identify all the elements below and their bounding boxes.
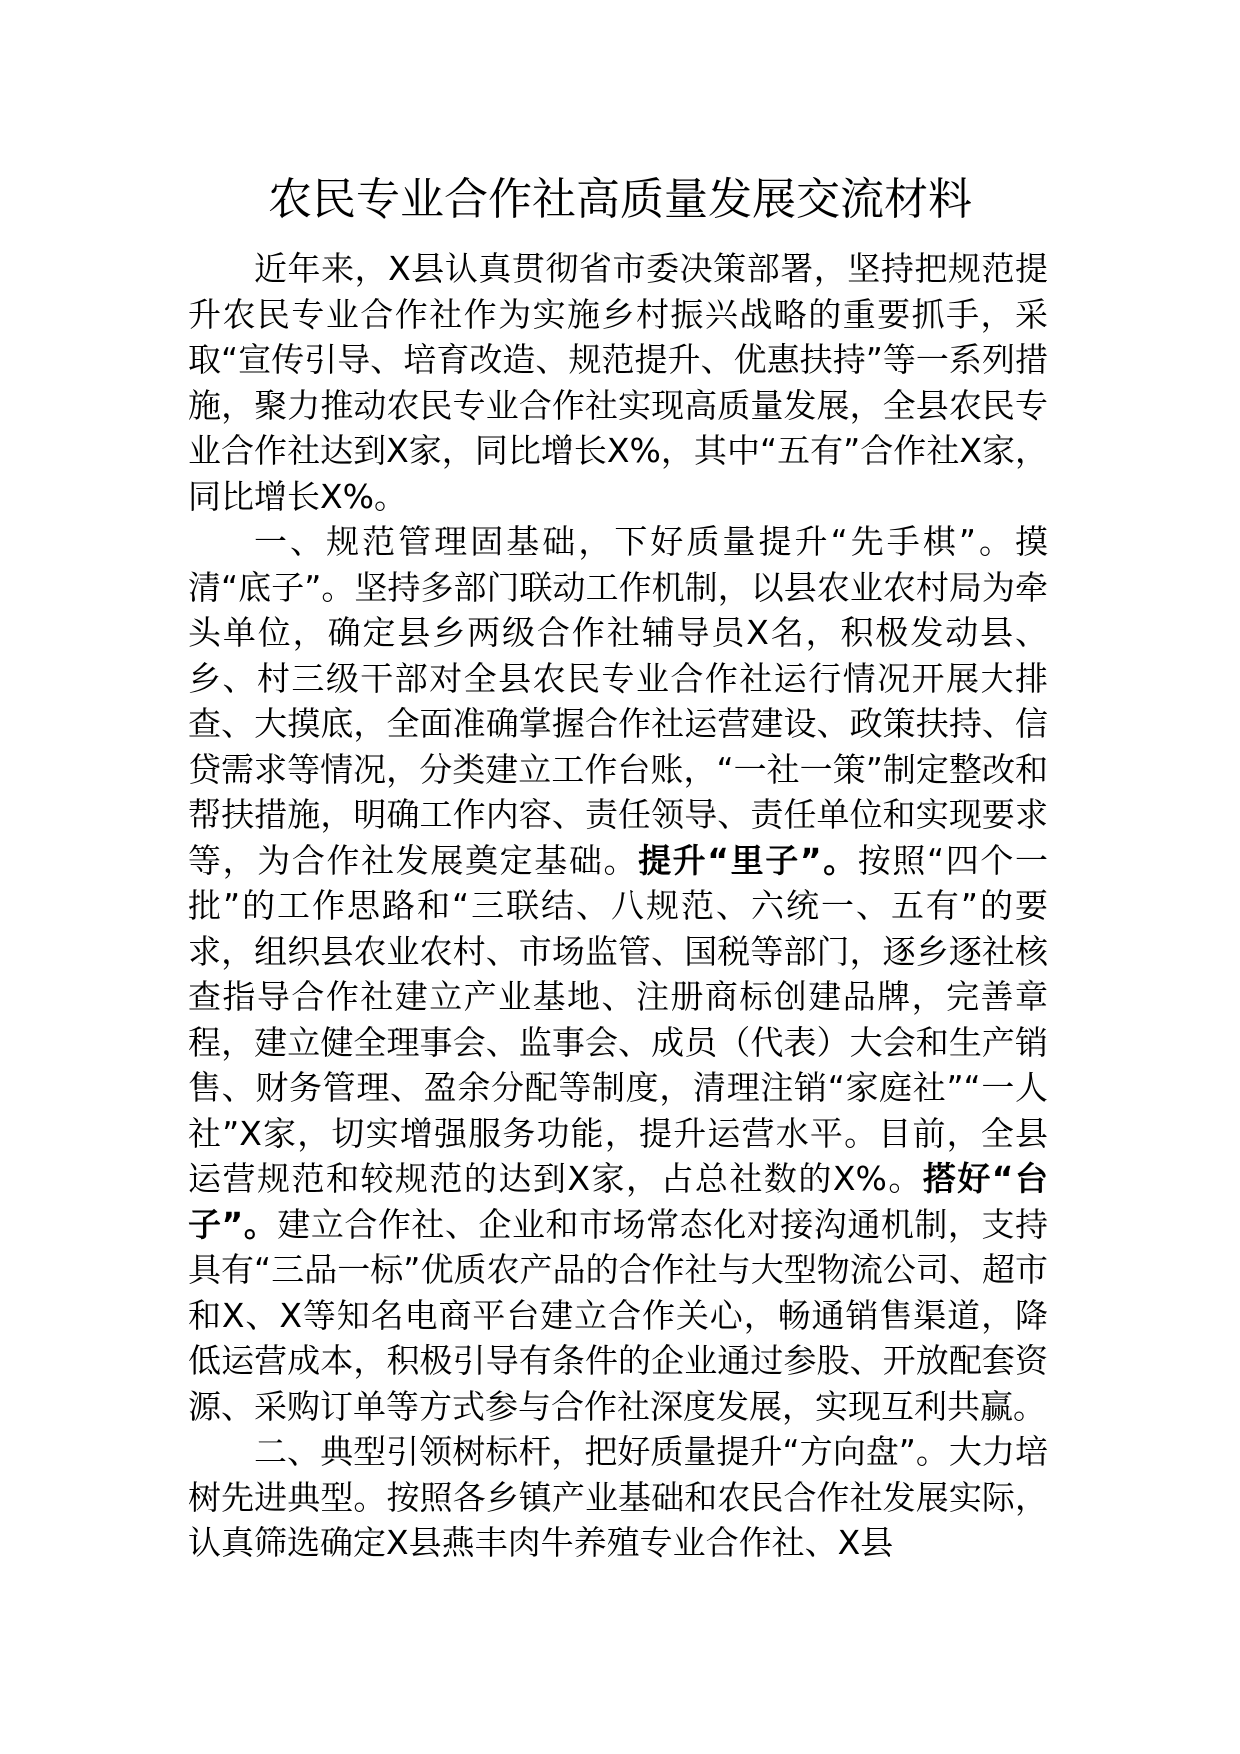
- paragraph-text: 按照“四个一批”的工作思路和“三联结、八规范、六统一、五有”的要求，组织县农业农村、市场监管、国税等部门，逐乡逐社核查指导合作社建立产业基地、注册商标创建品牌，完善章程，建立健全理事会、监事会、成员（代表）大会和生产销售、财务管理、盈余分配等制度，清理注销“家庭社”“一人社”X家，切实增强服务功能，提升运营水平。目前，全县运营规范和较规范的达到X家，占总社数的X%。: [188, 840, 1048, 1198]
- bold-heading-taizi: 搭好“台子”。: [188, 1159, 1048, 1244]
- paragraph-section-two: [188, 1429, 1048, 1566]
- paragraph-text: 二、典型引领树标杆，把好质量提升“方向盘”。大力培树先进典型。按照各乡镇产业基础和农民合作社发展实际，认真筛选确定X县燕丰肉牛养殖专业合作社、X县: [188, 1432, 1048, 1562]
- paragraph-intro: [188, 246, 1048, 519]
- bold-heading-lizi: 提升“里子”。: [638, 840, 858, 880]
- paragraph-text: 建立合作社、企业和市场常态化对接沟通机制，支持具有“三品一标”优质农产品的合作社与大型物流公司、超市和X、X等知名电商平台建立合作关心，畅通销售渠道，降低运营成本，积极引导有条件的企业通过参股、开放配套资源、采购订单等方式参与合作社深度发展，实现互利共赢。: [188, 1204, 1048, 1426]
- document-body: [188, 246, 1048, 1566]
- document-title: 农民专业合作社高质量发展交流材料: [268, 174, 972, 225]
- paragraph-text: 一、规范管理固基础，下好质量提升“先手棋”。摸清“底子”。坚持多部门联动工作机制，以县农业农村局为牵头单位，确定县乡两级合作社辅导员X名，积极发动县、乡、村三级干部对全县农民专业合作社运行情况开展大排查、大摸底，全面准确掌握合作社运营建设、政策扶持、信贷需求等情况，分类建立工作台账，“一社一策”制定整改和帮扶措施，明确工作内容、责任领导、责任单位和实现要求等，为合作社发展奠定基础。: [188, 522, 1048, 880]
- paragraph-text: 近年来，X县认真贯彻省市委决策部署，坚持把规范提升农民专业合作社作为实施乡村振兴战略的重要抓手，采取“宣传引导、培育改造、规范提升、优惠扶持”等一系列措施，聚力推动农民专业合作社实现高质量发展，全县农民专业合作社达到X家，同比增长X%，其中“五有”合作社X家，同比增长X%。: [188, 249, 1048, 516]
- paragraph-section-one: [188, 519, 1048, 1429]
